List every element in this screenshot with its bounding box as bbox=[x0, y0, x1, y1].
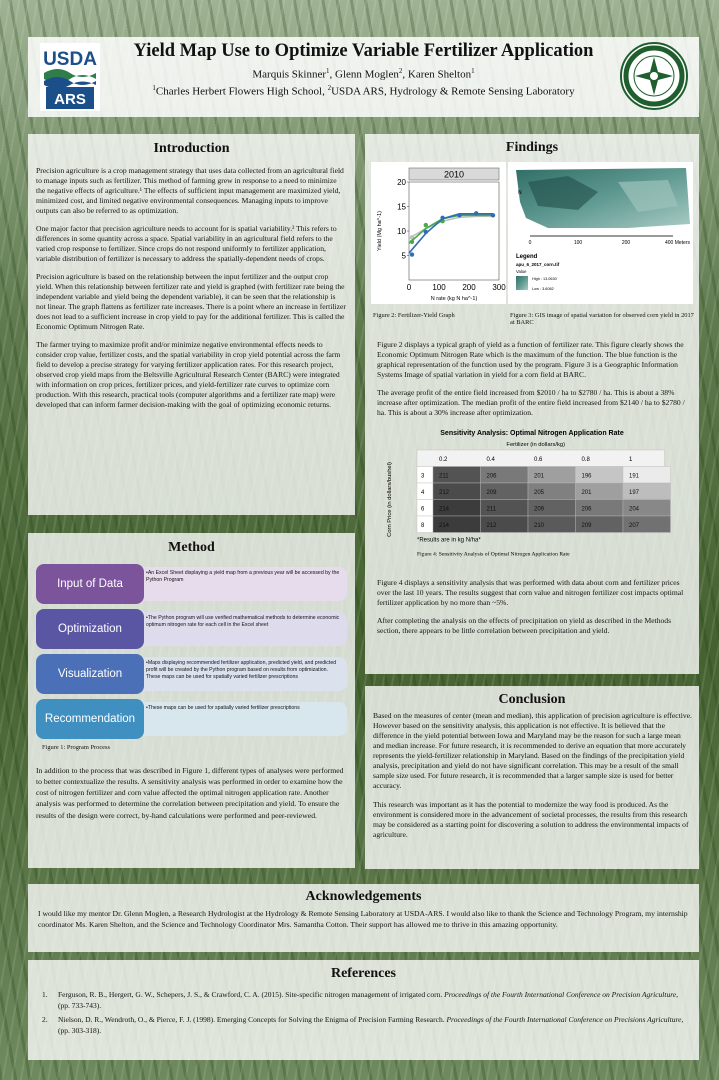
x-tick-label: 0 bbox=[406, 283, 412, 292]
cell-value: 201 bbox=[581, 490, 592, 497]
cell-value: 206 bbox=[581, 506, 592, 513]
figure-caption: Figure 2: Fertilizer-Yield Graph bbox=[373, 312, 455, 319]
table-note: *Results are in kg N/ha* bbox=[417, 537, 481, 544]
legend-layer: apu_6_2017_corn.tif bbox=[516, 262, 560, 267]
reference-item bbox=[38, 990, 689, 1011]
cell-value: 209 bbox=[534, 506, 545, 513]
process-diagram bbox=[36, 564, 347, 739]
gis-yield-map bbox=[508, 162, 693, 304]
scale-label: 100 bbox=[573, 240, 583, 246]
paragraph: After completing the analysis on the effects of precipitation on yield as described in the Methods section, there appears to be little correlation between precipitation and yield. bbox=[377, 616, 672, 636]
reference-number: 1. bbox=[42, 990, 48, 999]
sensitivity-table bbox=[371, 426, 693, 578]
data-point bbox=[491, 213, 495, 217]
step-label: Visualization bbox=[36, 654, 144, 694]
section-title: Acknowledgements bbox=[305, 889, 422, 904]
figure-caption: Figure 1: Program Process bbox=[42, 744, 110, 751]
conclusion-section bbox=[365, 686, 699, 869]
affiliation-2: USDA ARS, Hydrology & Remote Sensing Laboratory bbox=[331, 85, 575, 98]
cell-value: 191 bbox=[629, 473, 640, 480]
section-title: Conclusion bbox=[498, 692, 566, 707]
cell-value: 206 bbox=[486, 473, 497, 480]
data-point bbox=[474, 211, 478, 215]
figure-caption: Figure 4: Sensitivity Analysis of Optimal Nitrogen Application Rate bbox=[417, 551, 570, 558]
y-axis-label: Corn Price (in dollars/bushel) bbox=[387, 462, 393, 537]
chart-title: 2010 bbox=[443, 169, 465, 180]
x-tick-label: 300 bbox=[492, 283, 506, 292]
introduction-section bbox=[28, 134, 355, 515]
step-label: Input of Data bbox=[36, 564, 144, 604]
reference-number: 2. bbox=[42, 1015, 48, 1024]
reference-text: Nielson, D. R., Wendroth, O., & Pierce, F. J. (1998). Emerging Concepts for Solving the Enigma of Precision Farming Research. bbox=[58, 1015, 447, 1024]
column-label: 0.4 bbox=[486, 457, 495, 464]
paragraph: Figure 2 displays a typical graph of yield as a function of fertilizer rate. This figure clearly shows the Economic Optimum Nitrogen Rate which is the maximum of the function. The blue function is the graphical representation of the function used by the program. Figure 3 is a Geographic Information Systems Image of spatial variation in yield for a corn field at BARC. bbox=[377, 340, 684, 380]
paragraph: Precision agriculture is a crop management strategy that uses data collected from an agricultural field to manage inputs such as fertilizer. This method of farming grew in response to a need to minimize the negative effects of agriculture.¹ The effects of sufficient input management are maximized yield, minimized cost, and limited negative environmental consequences. Managing inputs to improve outputs can also be referred to as optimization. bbox=[36, 166, 344, 216]
cell-value: 211 bbox=[439, 473, 449, 480]
y-tick-label: 10 bbox=[397, 227, 406, 236]
section-title: Findings bbox=[505, 140, 559, 155]
paragraph: Figure 4 displays a sensitivity analysis that was performed with data about corn and fertilizer prices over the last 10 years. The results suggest that corn value and nitrogen fertilizer cost impacts optimal fertilizer application by no more than ~5%. bbox=[377, 578, 684, 608]
column-label: 0.2 bbox=[439, 457, 448, 464]
column-label: 0.8 bbox=[581, 457, 590, 464]
svg-text:ARS: ARS bbox=[54, 91, 86, 108]
cell-value: 204 bbox=[629, 506, 640, 513]
process-step bbox=[36, 654, 347, 694]
cell-value: 214 bbox=[439, 506, 450, 513]
reference-source: Proceedings of the Fourth International Conference on Precisions Agriculture bbox=[446, 1015, 682, 1024]
svg-text:USDA: USDA bbox=[43, 49, 97, 70]
cell-value: 196 bbox=[581, 473, 592, 480]
data-point bbox=[424, 223, 428, 227]
data-point bbox=[410, 240, 414, 244]
row-header bbox=[417, 483, 433, 500]
author-name: Glenn Moglen bbox=[335, 68, 399, 81]
section-title: Method bbox=[168, 540, 215, 555]
fertilizer-yield-chart bbox=[371, 162, 506, 304]
step-label: Optimization bbox=[36, 609, 144, 649]
step-description: •The Python program will use verified mathematical methods to determine economic optimum nitrogen rate for each cell in the Excel sheet bbox=[140, 612, 347, 646]
scale-label: 0 bbox=[528, 240, 532, 246]
step-description: •An Excel Sheet displaying a yield map from a previous year will be accessed by the Python Program bbox=[140, 567, 347, 601]
data-point bbox=[410, 252, 414, 256]
paragraph: The farmer trying to maximize profit and/or minimize negative environmental effects needs to consider crop value, fertilizer costs, and the spatial variability in crop yield potential across the farm field to develop a precise strategy for varying fertilizer application rates. For this research project, observed crop yield maps from the Beltsville Agricultural Research Center (BARC) were integrated with information on crop prices, fertilizer prices, and yield-fertilizer rate curves to optimize corn production. With this research, practical tools (computer algorithms and a fertilizer rate map) were developed that can inform farmer decision-making with the goal of optimizing economic returns. bbox=[36, 340, 341, 410]
section-title: References bbox=[330, 966, 397, 981]
paragraph: Based on the measures of center (mean and median), this application of precision agriculture is effective. However based on the sensitivity analysis, this application is not effective. It is believed that the difference in the yield potential between Iowa and Maryland may be the reason for such a large mean and median increase. For future research, it is recommended to derive an equation that more accurately represents the yield-fertilizer relationship in Maryland. Based on the findings of the precipitation yield analysis, precipitation and yield do not have significant correlation. This may be a result of the small sample size used. For future research, it is recommended that a larger sample size is used for better accuracy. bbox=[373, 711, 692, 791]
method-section bbox=[28, 533, 355, 868]
poster-header bbox=[28, 37, 699, 117]
school-seal-icon bbox=[619, 41, 689, 111]
step-label: Recommendation bbox=[36, 699, 144, 739]
step-description: •These maps can be used for spatially varied fertilizer prescriptions bbox=[140, 702, 347, 736]
paragraph: One major factor that precision agriculture needs to account for is spatial variability.² This refers to differences in some quantity across a space. Spatial variability in an agricultural field refers to the varied crop response to fertilizer. Since crops do not respond uniformly to fertilizer application, variable distribution of fertilizer is necessary to address the spatially-dependent needs of crops. bbox=[36, 224, 337, 264]
paragraph: Precision agriculture is based on the relationship between the input fertilizer and the output crop yield. When this relationship between fertilizer rate and yield is graphed (with fertilizer rate being the independent variable and yield being the dependent variable), it can be seen that the relationship is not linear. The graph flattens as fertilizer rate increases. There is a point where an increase in fertilizer does not lead to a sufficient increase in crop yield to pay for the additional fertilizer. This is called the Economic Optimum Nitrogen Rate. bbox=[36, 272, 346, 332]
poster-title: Yield Map Use to Optimize Variable Fertilizer Application bbox=[133, 41, 594, 61]
legend-value: Value bbox=[516, 269, 527, 274]
chart-title: Sensitivity Analysis: Optimal Nitrogen Application Rate bbox=[440, 430, 624, 438]
figure-caption: Figure 3: GIS image of spatial variation for observed corn yield in 2017 at BARC bbox=[510, 312, 694, 326]
sensitivity-figure bbox=[371, 426, 693, 578]
row-header bbox=[417, 467, 433, 484]
reference-pages: , (pp. 303-318). bbox=[58, 1015, 684, 1035]
author-name: Karen Shelton bbox=[407, 68, 472, 81]
paragraph: In addition to the process that was described in Figure 1, different types of analyses were performed to better contextualize the results. A sensitivity analysis was performed in order to examine how the cost of nitrogen fertilizer and corn value affected the optimal nitrogen application rate. Another analysis was performed to determine the correlation between precipitation and yield. To ensure the results of the design were correct, by-hand calculations were performed and peer-reviewed. bbox=[36, 766, 344, 820]
cell-value: 210 bbox=[534, 523, 545, 530]
column-label: 0.6 bbox=[534, 457, 543, 464]
column-label: 1 bbox=[629, 457, 633, 464]
row-label: 6 bbox=[421, 506, 425, 513]
references-section bbox=[28, 960, 699, 1060]
row-label: 3 bbox=[421, 473, 425, 480]
y-tick-label: 20 bbox=[397, 178, 406, 187]
reference-item bbox=[38, 1015, 689, 1036]
scale-label: 200 bbox=[621, 240, 631, 246]
cell-value: 205 bbox=[534, 490, 545, 497]
section-title: Introduction bbox=[153, 141, 230, 156]
data-point bbox=[440, 216, 444, 220]
affiliation-1: Charles Herbert Flowers High School, bbox=[155, 85, 325, 98]
affiliations: $^1$Charles Herbert Flowers High School, $^2$USDA ARS, Hydrology & Remote Sensing Laboratory bbox=[152, 84, 575, 98]
row-label: 8 bbox=[421, 523, 425, 530]
y-tick-label: 15 bbox=[397, 202, 406, 212]
legend-high: High : 13.0630 bbox=[532, 277, 557, 281]
row-header bbox=[417, 500, 433, 517]
paragraph: I would like my mentor Dr. Glenn Moglen, a Research Hydrologist at the Hydrology & Remote Sensing Laboratory at USDA-ARS. I would also like to thank the Science and Technology Program, my internship coordinator Ms. Karen Shelton, and the Science and Technology Coordinator Mrs. Samantha Cotton. Their support has allowed me to thrive in this amazing opportunity. bbox=[38, 909, 688, 930]
reference-text: Ferguson, R. B., Hergert, G. W., Schepers, J. S., & Crawford, C. A. (2015). Site-specific nitrogen management of irrigated corn. bbox=[58, 990, 445, 999]
legend-low: Low : 3.6082 bbox=[532, 287, 554, 291]
findings-section bbox=[365, 134, 699, 674]
row-header bbox=[417, 516, 433, 533]
paragraph: The average profit of the entire field increased from $2010 / ha to $2780 / ha. This is about a 38% increase after optimization. The median profit of the entire field increased from $2140 / ha to $2780 / ha. This is about a 30% increase after optimization. bbox=[377, 388, 685, 418]
reference-source: Proceedings of the Fourth International Conference on Precision Agriculture bbox=[444, 990, 677, 999]
y-tick-label: 5 bbox=[401, 251, 406, 261]
step-description: •Maps displaying recommended fertilizer application, predicted yield, and predicted profit will be created by the Python program based on results from optimization. These maps can be used for spatially varied fertilizer prescriptions bbox=[140, 657, 347, 691]
cell-value: 209 bbox=[486, 490, 497, 497]
scale-label: 400 Meters bbox=[664, 240, 690, 246]
acknowledgements-section bbox=[28, 884, 699, 952]
process-step bbox=[36, 699, 347, 739]
x-tick-label: 100 bbox=[432, 283, 446, 292]
usda-ars-logo bbox=[40, 43, 100, 111]
cell-value: 201 bbox=[534, 473, 545, 480]
data-point bbox=[457, 213, 461, 217]
x-axis-label: Fertilizer (in dollars/kg) bbox=[506, 442, 566, 449]
cell-value: 211 bbox=[486, 506, 497, 513]
data-point bbox=[424, 230, 428, 234]
y-axis-label: Yield (Mg ha^-1) bbox=[377, 211, 383, 251]
cell-value: 209 bbox=[581, 523, 592, 530]
cell-value: 197 bbox=[629, 490, 640, 497]
process-step bbox=[36, 609, 347, 649]
row-label: 4 bbox=[421, 490, 425, 497]
author-list: Marquis Skinner$^1$, Glenn Moglen$^2$, Karen Shelton$^1$ bbox=[252, 67, 475, 81]
cell-value: 212 bbox=[486, 523, 497, 530]
cell-value: 207 bbox=[629, 523, 640, 530]
x-axis-label: N rate (kg N ha^-1) bbox=[430, 296, 478, 302]
paragraph: This research was important as it has the potential to modernize the way food is produced. As the environment is considered more in the advancement of societal processes, the results from this research may be considered as a starting point for discovering a solution to address the environmental impacts of agriculture. bbox=[373, 800, 689, 840]
legend-title: Legend bbox=[516, 254, 538, 260]
reference-pages: , (pp. 733-743). bbox=[58, 990, 679, 1010]
x-tick-label: 200 bbox=[462, 283, 476, 292]
cell-value: 214 bbox=[439, 523, 450, 530]
svg-text:N: N bbox=[518, 190, 522, 196]
author-name: Marquis Skinner bbox=[252, 68, 327, 81]
cell-value: 212 bbox=[439, 490, 450, 497]
process-step bbox=[36, 564, 347, 604]
figure-row bbox=[371, 162, 693, 330]
